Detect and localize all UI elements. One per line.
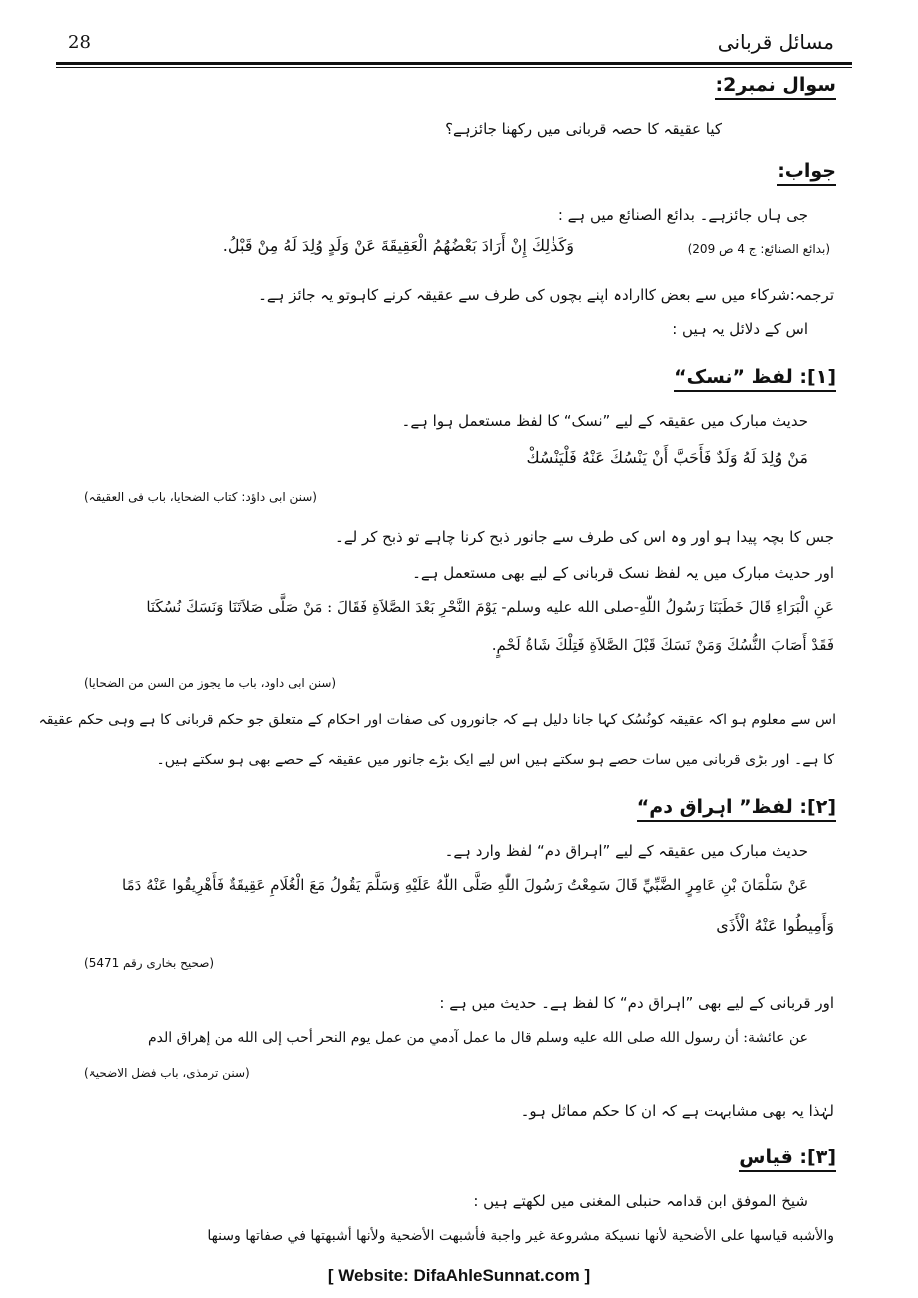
header-rule-thin — [56, 67, 852, 68]
section2-hadith-line2: وَأَمِيطُوا عَنْهُ الْأَذَى — [716, 916, 834, 935]
section2-hadith-line1: عَنْ سَلْمَانَ بْنِ عَامِرٍ الضَّبِّيِّ قَالَ سَمِعْتُ رَسُولَ اللّٰهِ صَلَّى اللّٰهُ عَلَيْهِ وَسَلَّمَ يَقُولُ مَعَ الْغُلَامِ عَقِيقَةٌ فَأَهْرِيقُوا عَنْهُ دَمًا — [122, 876, 808, 894]
question-label: سوال نمبر2: — [715, 74, 836, 100]
answer-arabic-ref: (بدائع الصنائع: ج 4 ص 209) — [687, 242, 830, 256]
answer-label: جواب: — [777, 160, 836, 186]
page-number: 28 — [68, 32, 91, 53]
section1-line1: حدیث مبارک میں عقیقہ کے لیے ”نسک“ کا لفظ مستعمل ہوا ہے۔ — [401, 412, 808, 430]
section2-hadith2: عن عائشة: أن رسول الله صلى الله عليه وسلم قال ما عمل آدمي من عمل يوم النحر أحب إلى الله من إهراق الدم — [147, 1030, 808, 1046]
question-text: کیا عقیقہ کا حصہ قربانی میں رکھنا جائزہے؟ — [445, 120, 722, 138]
section1-translation: جس کا بچہ پیدا ہو اور وہ اس کی طرف سے جانور ذبح کرنا چاہے تو ذبح کر لے۔ — [335, 528, 834, 546]
answer-intro: جی ہاں جائزہے۔ بدائع الصنائع میں ہے : — [557, 206, 808, 224]
section2-line2: اور قربانی کے لیے بھی ”اہراق دم“ کا لفظ ہے۔ حدیث میں ہے : — [439, 994, 834, 1012]
section3-arabic: والأشبه قياسها على الأضحية لأنها نسيكة مشروعة غير واجبة فأشبهت الأضحية ولأنها أشبهتها في صفاتها وسنها — [207, 1228, 834, 1244]
section2-heading: [۲]: لفظ” اہراق دم“ — [637, 796, 836, 822]
section3-heading: [۳]: قیاس — [739, 1146, 836, 1172]
section2-conclusion: لہٰذا یہ بھی مشابہت ہے کہ ان کا حکم مماثل ہو۔ — [520, 1102, 834, 1120]
section1-ref1: (سنن ابی داؤد: کتاب الضحایا، باب فی العقیقہ) — [84, 490, 317, 504]
section2-ref1: (صحیح بخاری رقم 5471) — [84, 956, 215, 970]
section2-ref2: (سنن ترمذی، باب فضل الاضحیۃ) — [84, 1066, 250, 1080]
answer-translation: ترجمہ:شرکاء میں سے بعض کاارادہ اپنے بچوں کی طرف سے عقیقہ کرنے کاہوتو یہ جائز ہے۔ — [258, 286, 834, 304]
section1-hadith2-line2: فَقَدْ أَصَابَ النُّسُكَ وَمَنْ نَسَكَ قَبْلَ الصَّلاَةِ فَتِلْكَ شَاةُ لَحْمٍ. — [491, 636, 834, 654]
header-rule-thick — [56, 62, 852, 65]
section1-conclusion-line1: اس سے معلوم ہو اکہ عقیقہ کونُسُک کہا جانا دلیل ہے کہ جانوروں کی صفات اور احکام کے متعلق جو حکم قربانی کا ہے وہی حکم عقیقہ — [38, 712, 836, 728]
answer-arabic-quote: وَكَذٰلِكَ إِنْ أَرَادَ بَعْضُهُمُ الْعَقِيقَةَ عَنْ وَلَدٍ وُلِدَ لَهُ مِنْ قَبْلُ. — [222, 236, 574, 255]
website-footer: [ Website: DifaAhleSunnat.com ] — [327, 1266, 591, 1285]
section1-ref2: (سنن ابی داود، باب ما یجوز من السن من الضحایا) — [84, 676, 337, 690]
section1-conclusion-line2: کا ہے۔ اور بڑی قربانی میں سات حصے ہو سکتے ہیں اس لیے ایک بڑے جانور میں عقیقہ کے حصے بھی ہو سکتے ہیں۔ — [156, 752, 834, 768]
book-title: مسائل قربانی — [717, 30, 834, 54]
section1-line2: اور حدیث مبارک میں یہ لفظ نسک قربانی کے لیے بھی مستعمل ہے۔ — [412, 564, 834, 582]
section2-line1: حدیث مبارک میں عقیقہ کے لیے ”اہراق دم“ لفظ وارد ہے۔ — [444, 842, 808, 860]
section3-line1: شیخ الموفق ابن قدامہ حنبلی المغنی میں لکھتے ہیں : — [473, 1192, 808, 1210]
answer-evidence-intro: اس کے دلائل یہ ہیں : — [672, 320, 808, 338]
section1-heading: [۱]: لفظ ”نسک“ — [674, 366, 836, 392]
section1-hadith2-line1: عَنِ الْبَرَاءِ قَالَ خَطَبَنَا رَسُولُ اللّٰهِ-صلی الله علیه وسلم- يَوْمَ النَّحْرِ بَعْدَ الصَّلاَةِ فَقَالَ : مَنْ صَلَّى صَلاَتَنَا وَنَسَكَ نُسُكَنَا — [146, 598, 834, 616]
section1-hadith: مَنْ وُلِدَ لَهُ وَلَدٌ فَأَحَبَّ أَنْ يَنْسُكَ عَنْهُ فَلْيَنْسُكْ — [526, 448, 808, 467]
